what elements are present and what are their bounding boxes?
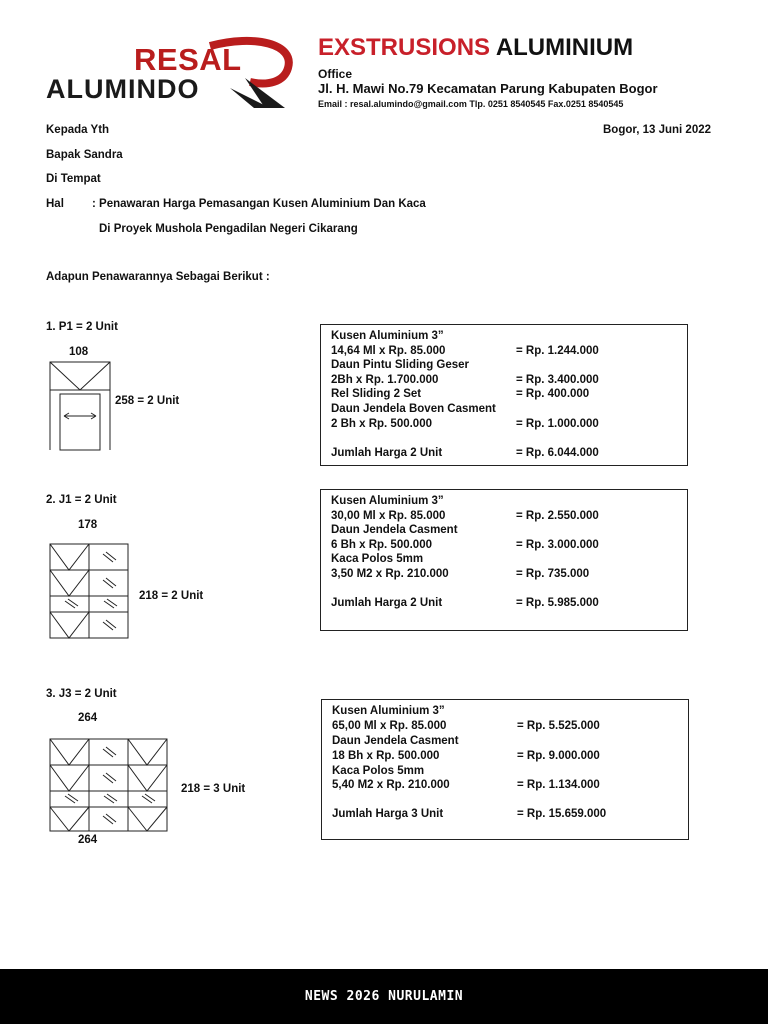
item-2-width-label: 178	[78, 519, 98, 531]
item-3-row-3-desc: Daun Jendela Casment	[332, 735, 459, 747]
logo-text-resal: RESAL	[134, 42, 242, 77]
item-1-row-5-desc: Rel Sliding 2 Set	[331, 388, 422, 400]
item-2-price-box	[320, 489, 688, 631]
item-1-row-4-price: = Rp. 3.400.000	[516, 374, 599, 386]
item-1-row-6-desc: Daun Jendela Boven Casment	[331, 403, 496, 415]
item-3-total-label: Jumlah Harga 3 Unit	[332, 808, 444, 820]
item-1-row-2-price: = Rp. 1.244.000	[516, 345, 599, 357]
office-label: Office	[318, 67, 353, 81]
item-3-total-value: = Rp. 15.659.000	[517, 808, 607, 820]
item-2-row-5-desc: Kaca Polos 5mm	[331, 553, 424, 565]
item-1-height-label: 258 = 2 Unit	[115, 395, 180, 407]
item-3-row-2-desc: 65,00 Ml x Rp. 85.000	[332, 720, 447, 732]
company-contact: Email : resal.alumindo@gmail.com Tlp. 0251 8540545 Fax.0251 8540545	[318, 99, 624, 109]
footer-text: NEWS 2026 NURULAMIN	[304, 989, 464, 1004]
item-2-row-2-desc: 30,00 Ml x Rp. 85.000	[331, 510, 446, 522]
item-1-row-4-desc: 2Bh x Rp. 1.700.000	[331, 374, 439, 386]
item-2-row-4-desc: 6 Bh x Rp. 500.000	[331, 539, 432, 551]
item-1-row-1-desc: Kusen Aluminium 3”	[331, 330, 444, 342]
place-date: Bogor, 13 Juni 2022	[603, 124, 712, 136]
item-2-row-6-price: = Rp. 735.000	[516, 568, 590, 580]
item-2-total-value: = Rp. 5.985.000	[516, 597, 599, 609]
company-name	[318, 34, 633, 62]
item-1-heading: 1. P1 = 2 Unit	[46, 321, 118, 333]
recipient-line-2: Bapak Sandra	[46, 149, 123, 161]
item-3-width-label-bottom: 264	[78, 834, 98, 846]
company-name-part2: ALUMINIUM	[495, 34, 634, 61]
item-3-row-6-price: = Rp. 1.134.000	[517, 779, 600, 791]
item-1-row-7-desc: 2 Bh x Rp. 500.000	[331, 418, 432, 430]
item-3-height-label: 218 = 3 Unit	[181, 783, 246, 795]
item-2-total-label: Jumlah Harga 2 Unit	[331, 597, 443, 609]
item-3-window-drawing	[46, 735, 172, 835]
item-3-row-6-desc: 5,40 M2 x Rp. 210.000	[332, 779, 450, 791]
company-name-part1: EXSTRUSIONS	[318, 34, 491, 61]
footer-bar	[0, 969, 768, 1024]
item-2-row-6-desc: 3,50 M2 x Rp. 210.000	[331, 568, 449, 580]
item-3-row-1-desc: Kusen Aluminium 3”	[332, 705, 445, 717]
subject-line-2: Di Proyek Mushola Pengadilan Negeri Cikarang	[99, 223, 358, 235]
item-1-row-2-desc: 14,64 Ml x Rp. 85.000	[331, 345, 446, 357]
recipient-line-1: Kepada Yth	[46, 124, 110, 136]
item-2-heading: 2. J1 = 2 Unit	[46, 494, 117, 506]
item-2-row-4-price: = Rp. 3.000.000	[516, 539, 599, 551]
item-2-row-1-desc: Kusen Aluminium 3”	[331, 495, 444, 507]
item-1-row-5-price: = Rp. 400.000	[516, 388, 590, 400]
item-1-row-7-price: = Rp. 1.000.000	[516, 418, 599, 430]
item-1-total-label: Jumlah Harga 2 Unit	[331, 447, 443, 459]
logo-text-alumindo: ALUMINDO	[46, 74, 200, 104]
recipient-line-3: Di Tempat	[46, 173, 101, 185]
offer-intro: Adapun Penawarannya Sebagai Berikut :	[46, 271, 270, 283]
item-3-row-2-price: = Rp. 5.525.000	[517, 720, 600, 732]
company-address: Jl. H. Mawi No.79 Kecamatan Parung Kabupaten Bogor	[318, 81, 658, 96]
subject-line-1: : Penawaran Harga Pemasangan Kusen Aluminium Dan Kaca	[92, 198, 426, 210]
item-3-width-label: 264	[78, 712, 98, 724]
item-2-row-2-price: = Rp. 2.550.000	[516, 510, 599, 522]
item-3-row-5-desc: Kaca Polos 5mm	[332, 765, 425, 777]
item-1-row-3-desc: Daun Pintu Sliding Geser	[331, 359, 470, 371]
item-3-heading: 3. J3 = 2 Unit	[46, 688, 117, 700]
item-3-row-4-price: = Rp. 9.000.000	[517, 750, 600, 762]
item-2-row-3-desc: Daun Jendela Casment	[331, 524, 458, 536]
item-3-price-box	[321, 699, 689, 840]
item-2-window-drawing	[46, 540, 136, 642]
item-1-door-drawing	[46, 358, 116, 454]
item-1-width-label: 108	[69, 346, 89, 358]
item-1-price-box	[320, 324, 688, 466]
subject-label: Hal	[46, 198, 64, 210]
item-2-height-label: 218 = 2 Unit	[139, 590, 204, 602]
item-3-row-4-desc: 18 Bh x Rp. 500.000	[332, 750, 440, 762]
item-1-total-value: = Rp. 6.044.000	[516, 447, 599, 459]
